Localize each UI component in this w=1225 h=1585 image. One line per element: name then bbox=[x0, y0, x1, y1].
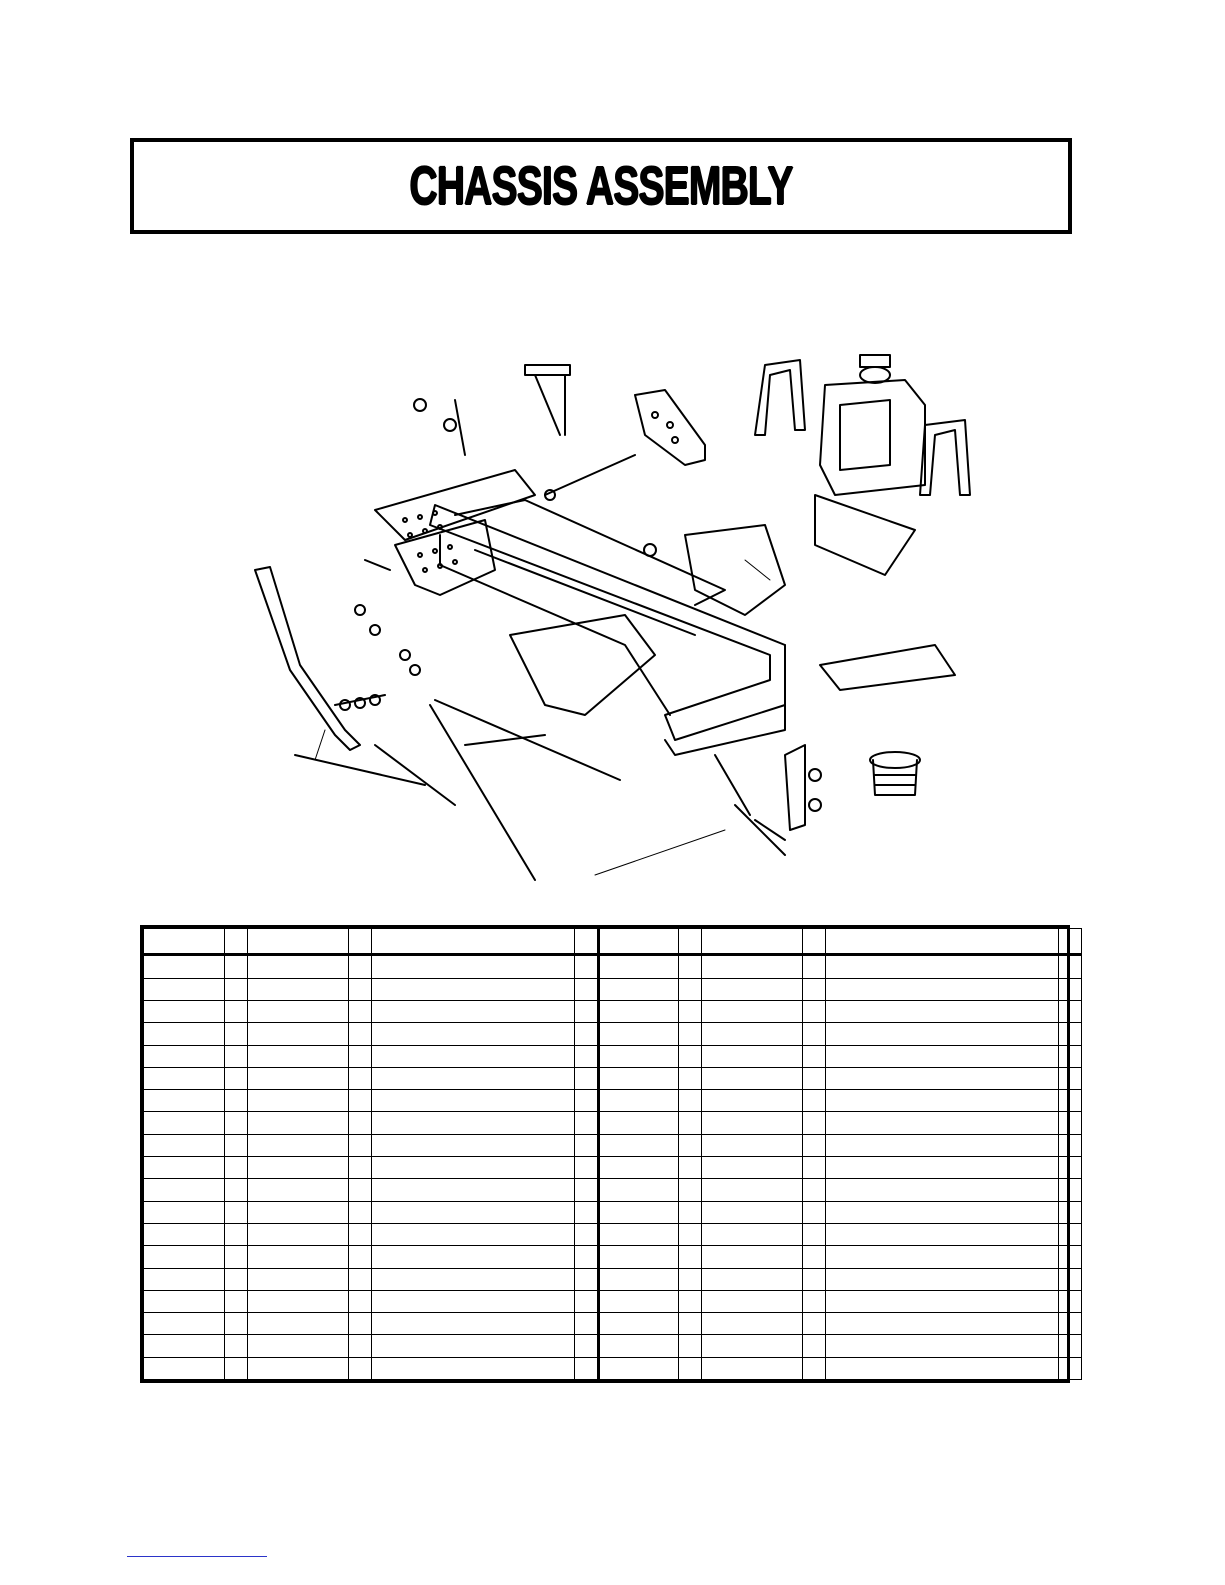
table-cell bbox=[702, 1023, 803, 1045]
table-cell bbox=[826, 1290, 1059, 1312]
table-cell bbox=[349, 1134, 372, 1156]
table-cell bbox=[575, 1201, 599, 1223]
col-desc-right bbox=[826, 929, 1059, 955]
table-cell bbox=[826, 1223, 1059, 1245]
table-cell bbox=[599, 1335, 679, 1357]
table-cell bbox=[679, 1157, 702, 1179]
leader-lines bbox=[315, 560, 770, 875]
table-cell bbox=[803, 978, 826, 1000]
frame-rails bbox=[430, 500, 785, 755]
table-cell bbox=[575, 1067, 599, 1089]
table-cell bbox=[1059, 1067, 1082, 1089]
table-cell bbox=[702, 1000, 803, 1022]
table-cell bbox=[225, 1090, 248, 1112]
table-cell bbox=[803, 1335, 826, 1357]
table-row bbox=[144, 1201, 1082, 1223]
table-cell bbox=[349, 1313, 372, 1335]
table-cell bbox=[372, 1268, 575, 1290]
table-cell bbox=[575, 1313, 599, 1335]
table-cell bbox=[679, 955, 702, 978]
table-cell bbox=[679, 1134, 702, 1156]
col-key-right bbox=[599, 929, 679, 955]
table-cell bbox=[702, 1134, 803, 1156]
table-cell bbox=[144, 1313, 225, 1335]
table-cell bbox=[225, 1335, 248, 1357]
table-cell bbox=[803, 1246, 826, 1268]
table-cell bbox=[144, 1246, 225, 1268]
table-cell bbox=[826, 1335, 1059, 1357]
table-cell bbox=[702, 1179, 803, 1201]
table-cell bbox=[599, 1112, 679, 1134]
table-cell bbox=[349, 1357, 372, 1379]
col-qty-left bbox=[575, 929, 599, 955]
table-cell bbox=[826, 1201, 1059, 1223]
table-cell bbox=[679, 1290, 702, 1312]
table-cell bbox=[679, 978, 702, 1000]
table-cell bbox=[803, 1134, 826, 1156]
table-cell bbox=[575, 1134, 599, 1156]
table-cell bbox=[372, 978, 575, 1000]
table-cell bbox=[144, 1268, 225, 1290]
table-cell bbox=[349, 1112, 372, 1134]
col-qty-right bbox=[1059, 929, 1082, 955]
table-cell bbox=[599, 1090, 679, 1112]
table-cell bbox=[349, 1157, 372, 1179]
table-cell bbox=[372, 1023, 575, 1045]
table-cell bbox=[1059, 1134, 1082, 1156]
table-cell bbox=[349, 955, 372, 978]
table-cell bbox=[826, 978, 1059, 1000]
steering-arm bbox=[255, 567, 385, 750]
table-cell bbox=[803, 1313, 826, 1335]
table-cell bbox=[826, 1357, 1059, 1379]
table-cell bbox=[679, 1201, 702, 1223]
table-cell bbox=[826, 1179, 1059, 1201]
table-cell bbox=[349, 1045, 372, 1067]
table-cell bbox=[225, 1000, 248, 1022]
table-cell bbox=[575, 1112, 599, 1134]
table-cell bbox=[349, 1290, 372, 1312]
table-cell bbox=[144, 955, 225, 978]
table-cell bbox=[225, 978, 248, 1000]
table-cell bbox=[679, 1223, 702, 1245]
table-cell bbox=[225, 1357, 248, 1379]
table-cell bbox=[826, 955, 1059, 978]
table-cell bbox=[225, 1067, 248, 1089]
table-cell bbox=[225, 1157, 248, 1179]
table-cell bbox=[826, 1067, 1059, 1089]
table-cell bbox=[144, 1290, 225, 1312]
table-cell bbox=[1059, 1045, 1082, 1067]
table-cell bbox=[1059, 1157, 1082, 1179]
table-cell bbox=[349, 1090, 372, 1112]
table-cell bbox=[225, 1268, 248, 1290]
table-cell bbox=[349, 1023, 372, 1045]
wheel-hub bbox=[870, 752, 920, 795]
table-cell bbox=[1059, 1179, 1082, 1201]
table-cell bbox=[702, 978, 803, 1000]
hardware-bits bbox=[355, 399, 656, 675]
table-cell bbox=[599, 1134, 679, 1156]
table-cell bbox=[702, 1067, 803, 1089]
table-cell bbox=[679, 1179, 702, 1201]
table-cell bbox=[803, 1201, 826, 1223]
table-cell bbox=[248, 1067, 349, 1089]
table-cell bbox=[575, 1157, 599, 1179]
table-cell bbox=[803, 1268, 826, 1290]
table-cell bbox=[826, 1000, 1059, 1022]
table-row bbox=[144, 955, 1082, 978]
col-key-left bbox=[144, 929, 225, 955]
table-cell bbox=[349, 1201, 372, 1223]
table-cell bbox=[702, 955, 803, 978]
table-cell bbox=[599, 1223, 679, 1245]
table-cell bbox=[575, 1023, 599, 1045]
table-cell bbox=[679, 1313, 702, 1335]
table-cell bbox=[702, 1090, 803, 1112]
table-cell bbox=[803, 1112, 826, 1134]
table-cell bbox=[803, 1290, 826, 1312]
footer-link-underline[interactable] bbox=[127, 1556, 267, 1557]
table-cell bbox=[575, 1045, 599, 1067]
table-cell bbox=[1059, 1313, 1082, 1335]
table-cell bbox=[679, 1045, 702, 1067]
table-cell bbox=[225, 1112, 248, 1134]
table-cell bbox=[349, 1268, 372, 1290]
table-cell bbox=[702, 1313, 803, 1335]
table-cell bbox=[372, 1067, 575, 1089]
table-cell bbox=[803, 1179, 826, 1201]
table-cell bbox=[372, 1157, 575, 1179]
foot-pedal bbox=[545, 390, 705, 495]
chassis-exploded-view-icon bbox=[225, 335, 1005, 890]
table-row bbox=[144, 978, 1082, 1000]
table-cell bbox=[1059, 1357, 1082, 1379]
table-cell bbox=[599, 955, 679, 978]
table-cell bbox=[1059, 1246, 1082, 1268]
table-cell bbox=[225, 1201, 248, 1223]
table-row bbox=[144, 1223, 1082, 1245]
table-cell bbox=[575, 955, 599, 978]
table-cell bbox=[248, 1290, 349, 1312]
table-cell bbox=[144, 1045, 225, 1067]
table-cell bbox=[372, 1313, 575, 1335]
table-cell bbox=[575, 1290, 599, 1312]
table-cell bbox=[349, 1335, 372, 1357]
table-cell bbox=[803, 1090, 826, 1112]
table-cell bbox=[599, 1290, 679, 1312]
col-desc-left bbox=[372, 929, 575, 955]
table-cell bbox=[372, 1357, 575, 1379]
table-cell bbox=[826, 1313, 1059, 1335]
table-cell bbox=[599, 1157, 679, 1179]
table-row bbox=[144, 1313, 1082, 1335]
table-cell bbox=[1059, 1023, 1082, 1045]
table-cell bbox=[599, 1000, 679, 1022]
table-cell bbox=[679, 1112, 702, 1134]
table-cell bbox=[248, 1357, 349, 1379]
table-cell bbox=[144, 1090, 225, 1112]
table-cell bbox=[575, 1335, 599, 1357]
table-cell bbox=[599, 1246, 679, 1268]
table-cell bbox=[702, 1157, 803, 1179]
col-part-right bbox=[702, 929, 803, 955]
table-row bbox=[144, 1134, 1082, 1156]
table-cell bbox=[144, 1335, 225, 1357]
table-cell bbox=[349, 1223, 372, 1245]
fuel-tank bbox=[820, 355, 925, 495]
table-cell bbox=[372, 1246, 575, 1268]
table-cell bbox=[349, 1067, 372, 1089]
table-cell bbox=[225, 1023, 248, 1045]
table-cell bbox=[1059, 978, 1082, 1000]
table-cell bbox=[349, 1000, 372, 1022]
table-cell bbox=[826, 1157, 1059, 1179]
table-cell bbox=[803, 1000, 826, 1022]
table-cell bbox=[372, 1335, 575, 1357]
table-cell bbox=[575, 1179, 599, 1201]
table-cell bbox=[144, 1223, 225, 1245]
table-row bbox=[144, 1246, 1082, 1268]
table-cell bbox=[144, 1000, 225, 1022]
table-header-row bbox=[144, 929, 1082, 955]
table-cell bbox=[803, 1023, 826, 1045]
table-cell bbox=[599, 1067, 679, 1089]
table-cell bbox=[372, 1179, 575, 1201]
table-row bbox=[144, 1357, 1082, 1379]
table-cell bbox=[248, 1335, 349, 1357]
table-cell bbox=[248, 1000, 349, 1022]
table-cell bbox=[803, 1357, 826, 1379]
table-cell bbox=[702, 1357, 803, 1379]
table-cell bbox=[702, 1268, 803, 1290]
table-cell bbox=[225, 1134, 248, 1156]
table-cell bbox=[372, 1000, 575, 1022]
table-cell bbox=[702, 1335, 803, 1357]
table-cell bbox=[803, 1223, 826, 1245]
table-cell bbox=[144, 1023, 225, 1045]
table-cell bbox=[826, 1246, 1059, 1268]
table-cell bbox=[349, 978, 372, 1000]
table-cell bbox=[372, 1090, 575, 1112]
table-cell bbox=[1059, 1290, 1082, 1312]
table-cell bbox=[803, 1045, 826, 1067]
table-cell bbox=[225, 1179, 248, 1201]
table-cell bbox=[225, 955, 248, 978]
parts-list-table bbox=[140, 925, 1070, 1383]
table-cell bbox=[575, 1000, 599, 1022]
table-cell bbox=[599, 978, 679, 1000]
table-cell bbox=[826, 1090, 1059, 1112]
table-row bbox=[144, 1045, 1082, 1067]
table-cell bbox=[599, 1268, 679, 1290]
table-row bbox=[144, 1067, 1082, 1089]
table-cell bbox=[372, 1045, 575, 1067]
table-cell bbox=[1059, 955, 1082, 978]
table-row bbox=[144, 1268, 1082, 1290]
table-cell bbox=[248, 1268, 349, 1290]
table-cell bbox=[803, 955, 826, 978]
col-mark-left bbox=[225, 929, 248, 955]
table-cell bbox=[679, 1090, 702, 1112]
table-row bbox=[144, 1157, 1082, 1179]
table-cell bbox=[248, 978, 349, 1000]
hold-down-bar bbox=[525, 365, 570, 435]
table-cell bbox=[225, 1313, 248, 1335]
table-cell bbox=[599, 1201, 679, 1223]
table-cell bbox=[803, 1157, 826, 1179]
table-cell bbox=[144, 1157, 225, 1179]
table-cell bbox=[225, 1223, 248, 1245]
table-cell bbox=[248, 1090, 349, 1112]
table-cell bbox=[248, 1223, 349, 1245]
table-cell bbox=[144, 1179, 225, 1201]
table-cell bbox=[144, 1112, 225, 1134]
table-cell bbox=[702, 1223, 803, 1245]
table-cell bbox=[826, 1045, 1059, 1067]
table-cell bbox=[372, 955, 575, 978]
table-cell bbox=[803, 1067, 826, 1089]
table-cell bbox=[248, 1179, 349, 1201]
table-cell bbox=[372, 1290, 575, 1312]
table-cell bbox=[372, 1223, 575, 1245]
table-cell bbox=[248, 1246, 349, 1268]
table-cell bbox=[144, 1357, 225, 1379]
table-cell bbox=[1059, 1335, 1082, 1357]
table-cell bbox=[225, 1246, 248, 1268]
table-cell bbox=[575, 1246, 599, 1268]
table-cell bbox=[248, 1313, 349, 1335]
table-cell bbox=[144, 978, 225, 1000]
table-row bbox=[144, 1335, 1082, 1357]
table-cell bbox=[248, 1157, 349, 1179]
table-cell bbox=[349, 1179, 372, 1201]
table-cell bbox=[372, 1134, 575, 1156]
table-cell bbox=[599, 1023, 679, 1045]
table-cell bbox=[349, 1246, 372, 1268]
table-cell bbox=[599, 1357, 679, 1379]
col-mark2-left bbox=[349, 929, 372, 955]
table-cell bbox=[575, 978, 599, 1000]
table-cell bbox=[599, 1179, 679, 1201]
col-mark-right bbox=[679, 929, 702, 955]
table-cell bbox=[575, 1090, 599, 1112]
spring-assembly bbox=[715, 745, 821, 855]
table-cell bbox=[599, 1045, 679, 1067]
table-cell bbox=[1059, 1223, 1082, 1245]
table-cell bbox=[702, 1045, 803, 1067]
table-cell bbox=[575, 1268, 599, 1290]
table-cell bbox=[144, 1201, 225, 1223]
table-cell bbox=[702, 1246, 803, 1268]
table-cell bbox=[1059, 1090, 1082, 1112]
table-cell bbox=[575, 1223, 599, 1245]
table-cell bbox=[702, 1201, 803, 1223]
table-cell bbox=[248, 1045, 349, 1067]
table-cell bbox=[248, 955, 349, 978]
table-row bbox=[144, 1179, 1082, 1201]
table-cell bbox=[826, 1268, 1059, 1290]
table-cell bbox=[248, 1134, 349, 1156]
table-cell bbox=[679, 1023, 702, 1045]
table-row bbox=[144, 1000, 1082, 1022]
table-row bbox=[144, 1023, 1082, 1045]
table-cell bbox=[1059, 1000, 1082, 1022]
table-cell bbox=[248, 1023, 349, 1045]
table-cell bbox=[225, 1045, 248, 1067]
table-cell bbox=[144, 1134, 225, 1156]
table-cell bbox=[1059, 1201, 1082, 1223]
page-title: CHASSIS ASSEMBLY bbox=[409, 156, 793, 216]
table-cell bbox=[679, 1246, 702, 1268]
table-cell bbox=[679, 1000, 702, 1022]
table-cell bbox=[702, 1112, 803, 1134]
table-cell bbox=[679, 1335, 702, 1357]
parts-table-grid bbox=[143, 928, 1082, 1380]
table-cell bbox=[702, 1290, 803, 1312]
table-row bbox=[144, 1112, 1082, 1134]
table-cell bbox=[372, 1201, 575, 1223]
table-cell bbox=[826, 1134, 1059, 1156]
table-cell bbox=[679, 1268, 702, 1290]
table-cell bbox=[679, 1357, 702, 1379]
table-cell bbox=[1059, 1112, 1082, 1134]
col-mark2-right bbox=[803, 929, 826, 955]
title-banner bbox=[130, 138, 1072, 234]
table-cell bbox=[1059, 1268, 1082, 1290]
table-cell bbox=[144, 1067, 225, 1089]
table-row bbox=[144, 1090, 1082, 1112]
seat-pan-cover bbox=[510, 495, 955, 715]
table-cell bbox=[826, 1023, 1059, 1045]
table-cell bbox=[225, 1290, 248, 1312]
table-cell bbox=[372, 1112, 575, 1134]
table-cell bbox=[679, 1067, 702, 1089]
col-part-left bbox=[248, 929, 349, 955]
table-cell bbox=[826, 1112, 1059, 1134]
table-cell bbox=[248, 1112, 349, 1134]
table-cell bbox=[599, 1313, 679, 1335]
table-row bbox=[144, 1290, 1082, 1312]
table-cell bbox=[575, 1357, 599, 1379]
deck-plates bbox=[375, 470, 535, 595]
table-cell bbox=[248, 1201, 349, 1223]
